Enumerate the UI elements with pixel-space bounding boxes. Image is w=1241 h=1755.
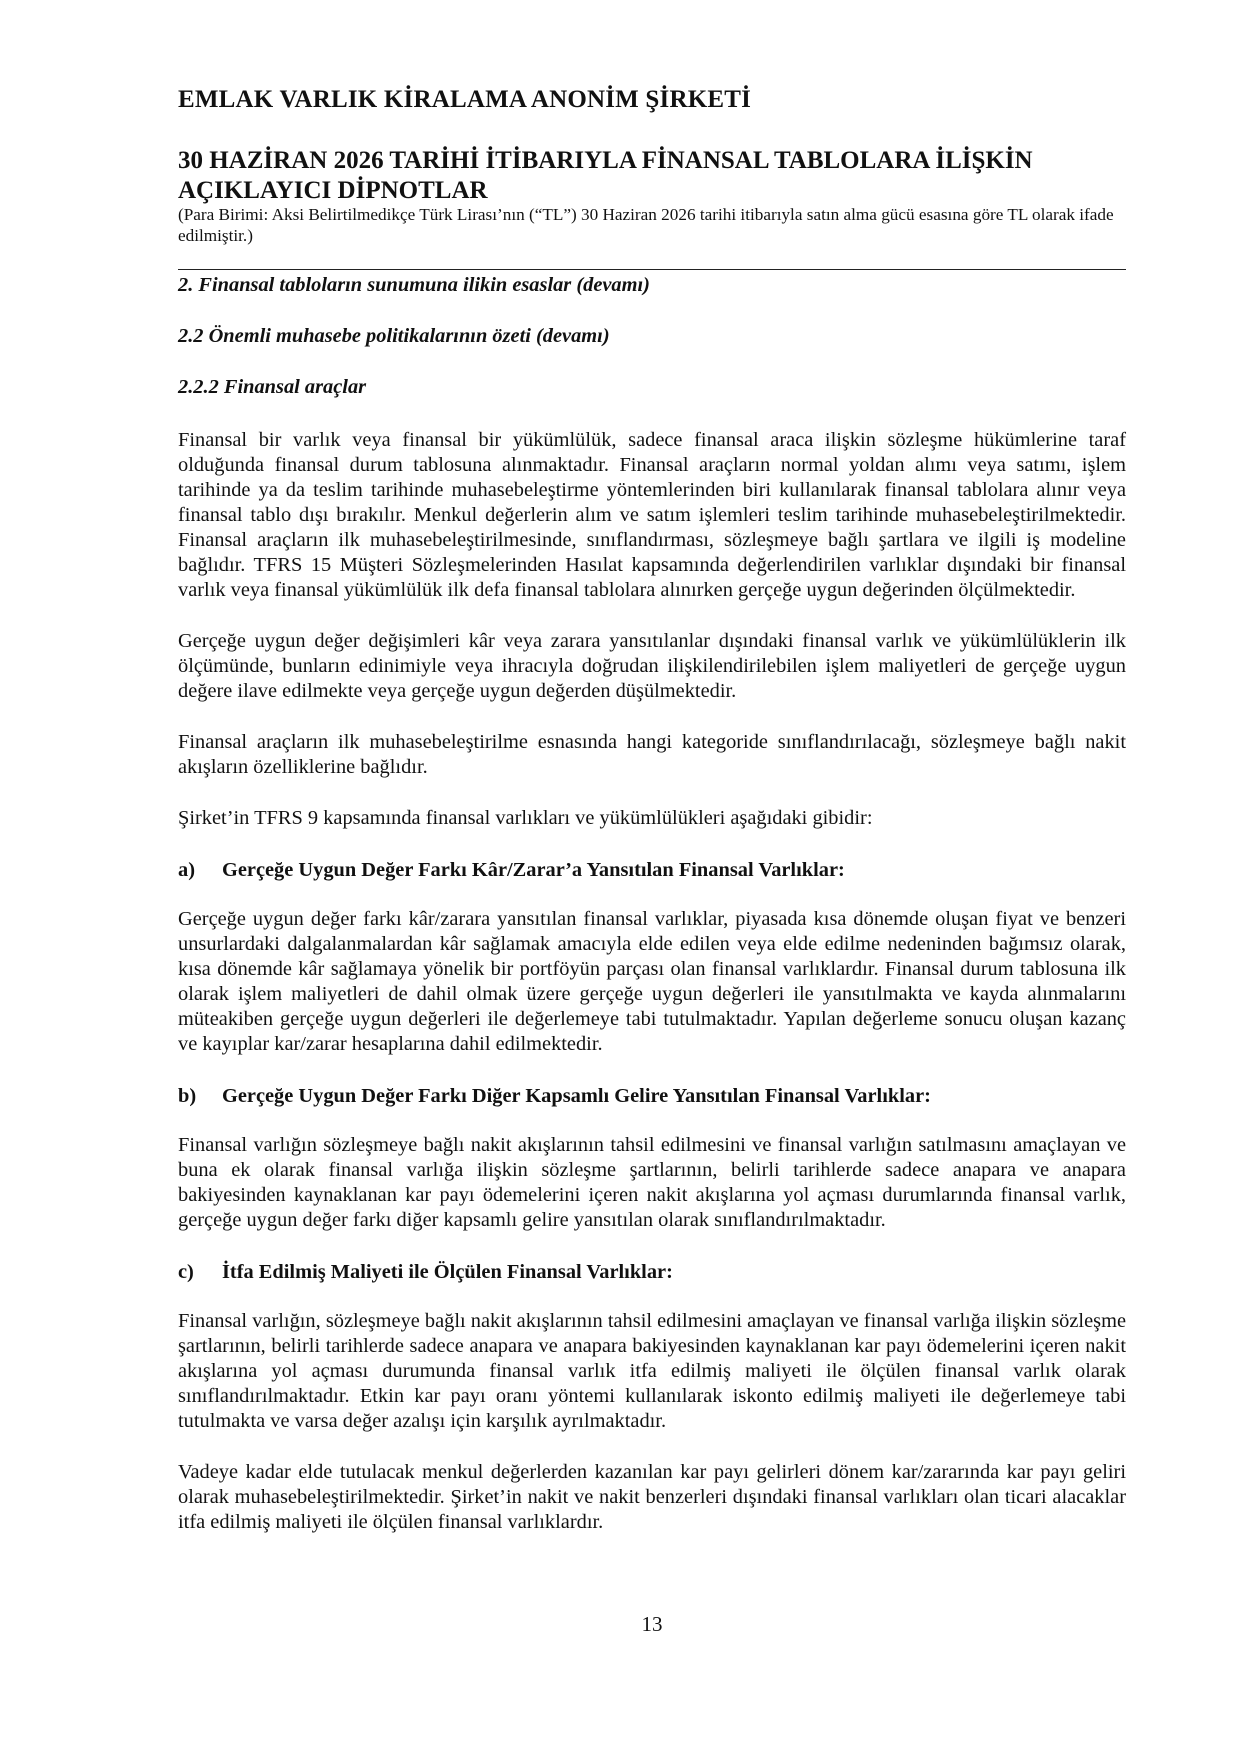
company-name: EMLAK VARLIK KİRALAMA ANONİM ŞİRKETİ bbox=[178, 86, 752, 113]
paragraph-financial-instruments-recognition: Finansal bir varlık veya finansal bir yükümlülük, sadece finansal araca ilişkin sözleşme hükümlerine taraf olduğunda finansal durum tablosuna alınmaktadır. Finansal araçların normal yoldan alımı veya satımı, işlem tarihinde ya da teslim tarihinde muhasebeleştirme yöntemlerinden biri kullanılarak finansal tablolara alınır veya finansal tablo dışı bırakılır. Menkul değerlerin alım ve satım işlemleri teslim tarihinde muhasebeleştirilmektedir. Finansal araçların ilk muhasebeleştirilmesinde, sınıflandırması, sözleşmeye bağlı şartlara ve ilgili iş modeline bağlıdır. TFRS 15 Müşteri Sözleşmelerinden Hasılat kapsamında değerlendirilen varlıklar dışındaki bir finansal varlık veya finansal yükümlülük ilk defa finansal tablolara alınırken gerçeğe uygun değerinden ölçülmektedir. bbox=[178, 429, 1126, 601]
category-b-letter: b) bbox=[178, 1085, 197, 1107]
category-a-letter: a) bbox=[178, 859, 195, 881]
subsection-heading: 2.2 Önemli muhasebe politikalarının özeti (devamı) bbox=[178, 325, 610, 347]
category-a-heading bbox=[178, 858, 1126, 882]
category-c-title: İtfa Edilmiş Maliyeti ile Ölçülen Finansal Varlıklar: bbox=[222, 1261, 673, 1283]
category-c-text-continued: Vadeye kadar elde tutulacak menkul değerlerden kazanılan kar payı gelirleri dönem kar/zararında kar payı geliri olarak muhasebeleştirilmektedir. Şirket’in nakit ve nakit benzerleri dışındaki finansal varlıkları olan ticari alacaklar itfa edilmiş maliyeti ile ölçülen finansal varlıklardır. bbox=[178, 1461, 1126, 1533]
document-page bbox=[178, 0, 1126, 1755]
page-content bbox=[178, 272, 1126, 1535]
section-heading: 2. Finansal tabloların sunumuna ilikin esaslar (devamı) bbox=[178, 274, 650, 296]
category-b-heading bbox=[178, 1084, 1126, 1108]
category-a-title: Gerçeğe Uygun Değer Farkı Kâr/Zarar’a Yansıtılan Finansal Varlıklar: bbox=[222, 859, 845, 881]
paragraph-classification-basis: Finansal araçların ilk muhasebeleştirilme esnasında hangi kategoride sınıflandırılacağı, sözleşmeye bağlı nakit akışların özelliklerine bağlıdır. bbox=[178, 731, 1126, 778]
page-number: 13 bbox=[641, 1612, 663, 1636]
subsubsection-heading: 2.2.2 Finansal araçlar bbox=[178, 376, 367, 398]
header-divider bbox=[178, 269, 1126, 270]
category-a-text: Gerçeğe uygun değer farkı kâr/zarara yansıtılan finansal varlıklar, piyasada kısa dönemde oluşan fiyat ve benzeri unsurlardaki dalgalanmalardan kâr sağlamak amacıyla elde edilen veya elde edilme nedeninden bağımsız olarak, kısa dönemde kâr sağlamaya yönelik bir portföyün parçası olan finansal varlıklardır. Finansal durum tablosuna ilk olarak işlem maliyetleri de dahil olmak üzere gerçeğe uygun değerleri ile yansıtılmakta ve kayda alınmalarını müteakiben gerçeğe uygun değerleri ile değerlemeye tabi tutulmaktadır. Yapılan değerleme sonucu oluşan kazanç ve kayıplar kar/zarar hesaplarına dahil edilmektedir. bbox=[178, 908, 1126, 1055]
category-b-title: Gerçeğe Uygun Değer Farkı Diğer Kapsamlı Gelire Yansıtılan Finansal Varlıklar: bbox=[222, 1085, 931, 1107]
currency-note: (Para Birimi: Aksi Belirtilmedikçe Türk Lirası’nın (“TL”) 30 Haziran 2026 tarihi itibarıyla satın alma gücü esasına göre TL olarak ifade edilmiştir.) bbox=[178, 205, 1114, 245]
paragraph-tfrs9-intro: Şirket’in TFRS 9 kapsamında finansal varlıkları ve yükümlülükleri aşağıdaki gibidir: bbox=[178, 807, 873, 829]
report-title: 30 HAZİRAN 2026 TARİHİ İTİBARIYLA FİNANSAL TABLOLARA İLİŞKİN AÇIKLAYICI DİPNOTLAR bbox=[178, 147, 1033, 204]
category-c-heading bbox=[178, 1260, 1126, 1284]
category-c-text: Finansal varlığın, sözleşmeye bağlı nakit akışlarının tahsil edilmesini amaçlayan ve finansal varlığa ilişkin sözleşme şartlarının, belirli tarihlerde sadece anapara ve anapara bakiyesinden kaynaklanan kar payı ödemelerini içeren nakit akışlarına yol açması durumunda finansal varlık itfa edilmiş maliyeti ile ölçülen finansal varlık olarak sınıflandırılmaktadır. Etkin kar payı oranı yöntemi kullanılarak iskonto edilmiş maliyeti ile değerlemeye tabi tutulmakta ve varsa değer azalışı için karşılık ayrılmaktadır. bbox=[178, 1310, 1126, 1432]
category-b-text: Finansal varlığın sözleşmeye bağlı nakit akışlarının tahsil edilmesini ve finansal varlığın satılmasını amaçlayan ve buna ek olarak finansal varlığa ilişkin sözleşme şartlarının, belirli tarihlerde sadece anapara ve anapara bakiyesinden kaynaklanan kar payı ödemelerini içeren nakit akışlarına yol açması durumlarında finansal varlık, gerçeğe uygun değer farkı diğer kapsamlı gelire yansıtılan olarak sınıflandırılmaktadır. bbox=[178, 1134, 1126, 1231]
paragraph-initial-measurement: Gerçeğe uygun değer değişimleri kâr veya zarara yansıtılanlar dışındaki finansal varlık ve yükümlülüklerin ilk ölçümünde, bunların edinimiyle veya ihracıyla doğrudan ilişkilendirilebilen işlem maliyetleri de gerçeğe uygun değere ilave edilmekte veya gerçeğe uygun değerden düşülmektedir. bbox=[178, 630, 1126, 702]
category-c-letter: c) bbox=[178, 1261, 194, 1283]
